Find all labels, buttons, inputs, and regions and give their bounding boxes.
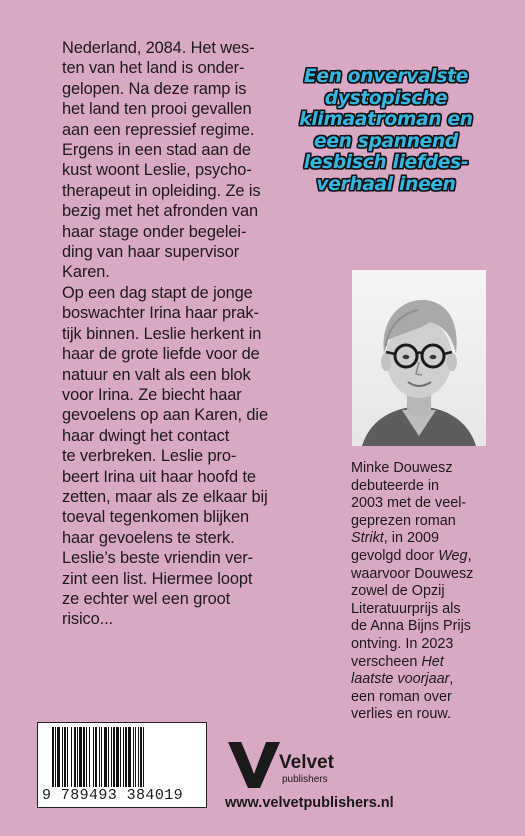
publisher-subtitle: publishers (282, 774, 328, 785)
bio-line: geprezen roman (351, 512, 456, 529)
blurb-line: haar stage onder begelei- (62, 222, 247, 241)
bio-line: gevolgd door (351, 547, 439, 564)
book-title-strikt: Strikt (351, 530, 384, 547)
tagline-line: lesbisch liefdes- (303, 152, 469, 174)
barcode-gap (144, 727, 147, 787)
bio-line: waarvoor Douwesz (351, 565, 474, 582)
bio-line: 2003 met de veel- (351, 495, 467, 512)
blurb-line: ze echter wel een groot (62, 589, 231, 608)
bio-line: ontving. In 2023 (351, 635, 454, 652)
blurb-line: toeval tegenkomen blijken (62, 508, 250, 527)
book-title-part: Het (421, 653, 444, 670)
isbn-number: 9 789493 384019 (42, 787, 184, 804)
blurb-line: Op een dag stapt de jonge (62, 283, 253, 302)
publisher-website[interactable]: www.velvetpublishers.nl (225, 795, 394, 811)
publisher-name: Velvet (279, 752, 334, 773)
blurb-line: ten van het land is onder- (62, 59, 245, 78)
bio-line: Minke Douwesz (351, 460, 453, 476)
blurb-line: te verbreken. Leslie pro- (62, 447, 237, 466)
blurb-line: therapeut in opleiding. Ze is (62, 181, 261, 200)
book-title-weg: Weg (438, 547, 468, 564)
blurb-line: risico... (62, 610, 114, 629)
bio-line: Literatuurprijs als (351, 600, 461, 617)
bio-line: , (449, 671, 454, 688)
blurb-line: ding van haar supervisor (62, 243, 240, 262)
blurb-line: gevoelens op aan Karen, die (62, 406, 268, 425)
bio-line: de Anna Bijns Prijs (351, 618, 471, 635)
blurb-line: beert Irina uit haar hoofd te (62, 467, 256, 486)
blurb-line: zint een list. Hiermee loopt (62, 569, 253, 588)
blurb-line: Ergens in een stad aan de (62, 141, 251, 160)
blurb-line: boswachter Irina haar prak- (62, 304, 259, 323)
blurb-line: bezig met het afronden van (62, 202, 259, 221)
author-photo (352, 270, 486, 446)
blurb-line: gelopen. Na deze ramp is (62, 79, 247, 98)
blurb-line: haar de grote liefde voor de (62, 345, 260, 364)
blurb-paragraph-1 (62, 38, 284, 283)
barcode (37, 722, 207, 808)
blurb-line: haar gevoelens te sterk. (62, 528, 235, 547)
bio-line: , in 2009 (383, 530, 439, 547)
tagline (285, 66, 487, 196)
bio-line: zowel de Opzij (351, 583, 445, 600)
bio-line: verscheen (351, 653, 422, 670)
bio-line: , (467, 547, 472, 564)
blurb-line: aan een repressief regime. (62, 120, 255, 139)
bio-line: verlies en rouw. (351, 706, 451, 723)
tagline-line: een spannend (314, 130, 458, 152)
tagline-line: klimaatroman en (299, 109, 473, 131)
tagline-line: Een onvervalste (303, 66, 469, 87)
back-cover-blurb (62, 38, 284, 630)
blurb-line: natuur en valt als een blok (62, 365, 251, 384)
barcode-bars (52, 727, 202, 787)
blurb-line: kust woont Leslie, psycho- (62, 161, 252, 180)
book-title-part: laatste voorjaar (351, 671, 450, 688)
blurb-line: zetten, maar als ze elkaar bij (62, 487, 268, 506)
tagline-line: verhaal ineen (316, 173, 456, 195)
blurb-paragraph-2 (62, 283, 284, 630)
bio-line: debuteerde in (351, 477, 440, 494)
blurb-line: Leslie’s beste vriendin ver- (62, 549, 253, 568)
author-portrait-image (352, 270, 486, 446)
blurb-line: Karen. (62, 263, 110, 282)
author-bio (351, 460, 487, 724)
blurb-line: het land ten prooi gevallen (62, 100, 252, 119)
blurb-line: tijk binnen. Leslie herkent in (62, 324, 262, 343)
tagline-line: dystopische (324, 87, 448, 109)
blurb-line: haar dwingt het contact (62, 426, 230, 445)
bio-line: een roman over (351, 688, 452, 705)
blurb-line: voor Irina. Ze biecht haar (62, 385, 242, 404)
blurb-line: Nederland, 2084. Het wes- (62, 39, 255, 57)
